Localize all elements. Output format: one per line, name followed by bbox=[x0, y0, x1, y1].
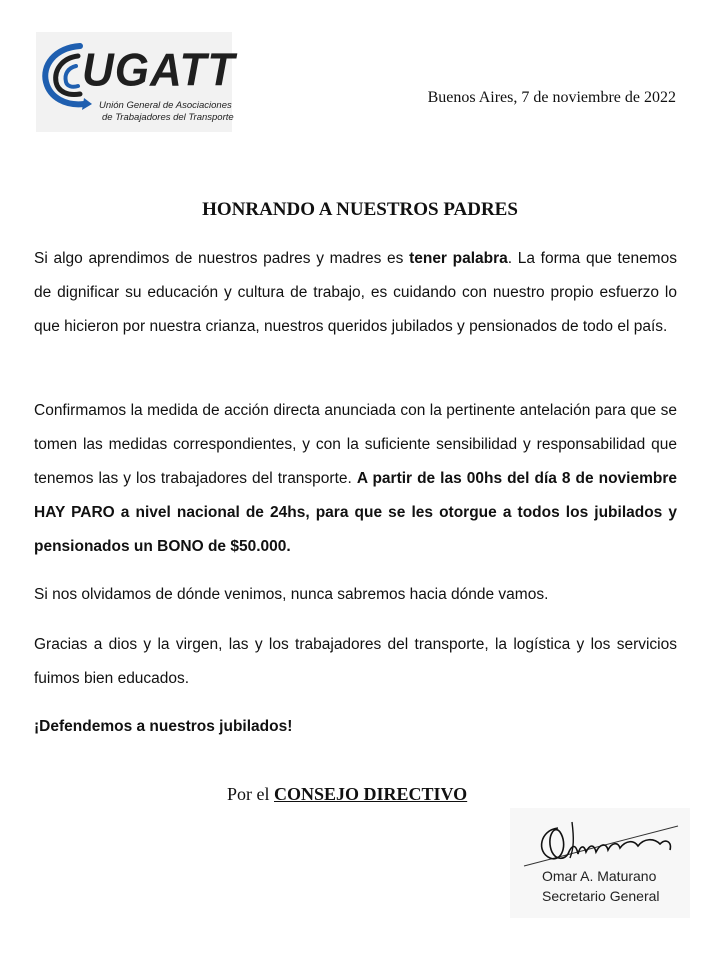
closing-prefix: Por el bbox=[227, 784, 274, 804]
logo-wordmark: UGATT bbox=[82, 44, 236, 97]
paragraph-5 bbox=[34, 710, 677, 744]
paragraph-1 bbox=[34, 242, 677, 344]
paragraph-2 bbox=[34, 394, 677, 564]
logo-subtitle-line2: de Trabajadores del Transporte bbox=[102, 112, 234, 123]
signatory-role: Secretario General bbox=[542, 888, 660, 904]
signatory-name: Omar A. Maturano bbox=[542, 868, 657, 884]
document-title: HONRANDO A NUESTROS PADRES bbox=[202, 199, 518, 220]
council-name: CONSEJO DIRECTIVO bbox=[274, 784, 468, 804]
ugatt-logo bbox=[36, 32, 236, 132]
paragraph-2-text: Confirmamos la medida de acción directa anunciada con la pertinente antelación para que se tomen las medidas correspondientes, y con la suficiente sensibilidad y responsabilidad que tenemos las y los trabajadores del transporte. bbox=[34, 402, 677, 487]
logo-subtitle-line1: Unión General de Asociaciones bbox=[99, 100, 232, 111]
closing-line bbox=[227, 784, 467, 805]
paragraph-2-bold: A partir de las 00hs del día 8 de noviembre HAY PARO a nivel nacional de 24hs, para que se les otorgue a todos los jubilados y pensionados un BONO de $50.000. bbox=[34, 470, 677, 555]
signature-block bbox=[510, 808, 690, 918]
paragraph-4-text: Gracias a dios y la virgen, las y los trabajadores del transporte, la logística y los servicios fuimos bien educados. bbox=[34, 636, 677, 687]
paragraph-5-bold: ¡Defendemos a nuestros jubilados! bbox=[34, 718, 293, 735]
paragraph-1-text-a: Si algo aprendimos de nuestros padres y madres es bbox=[34, 250, 410, 267]
paragraph-1-text-b: . La forma que tenemos de dignificar su educación y cultura de trabajo, es cuidando con nuestro propio esfuerzo lo que hicieron por nuestra crianza, nuestros queridos jubilados y pensionados de todo el país. bbox=[34, 250, 677, 335]
paragraph-3-text: Si nos olvidamos de dónde venimos, nunca sabremos hacia dónde vamos. bbox=[34, 586, 549, 603]
paragraph-1-bold: tener palabra bbox=[409, 250, 508, 267]
paragraph-4 bbox=[34, 628, 677, 696]
paragraph-3 bbox=[34, 578, 677, 612]
document-date: Buenos Aires, 7 de noviembre de 2022 bbox=[427, 89, 676, 106]
